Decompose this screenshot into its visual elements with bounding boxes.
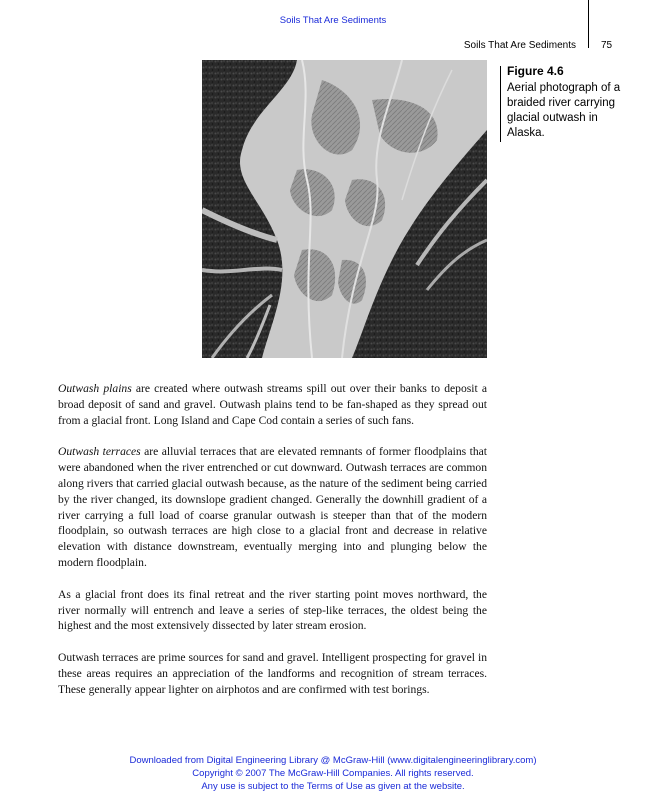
figure-label: Figure 4.6 [507,64,564,78]
running-head: Soils That Are Sediments [463,40,576,51]
body-text [58,381,487,698]
aerial-photo-braided-river [202,60,487,358]
footer-terms[interactable]: Any use is subject to the Terms of Use as given at the website. [201,781,465,792]
term-outwash-plains: Outwash plains [58,382,132,395]
paragraph-outwash-terraces: Outwash terraces are alluvial terraces that are elevated remnants of former floodplains that were abandoned when the river entrenched or cut downward. Outwash terraces are common along rivers that carried glacial outwash because, as the nature of the sediment being carried by the river changed, its downslope gradient changed. Generally the downhill gradient of a river carrying a full load of coarse granular outwash is steeper than that of the modern floodplain, so outwash terraces are high close to a glacial front and decrease in relative elevation with distance downstream, eventually merging into and plunging below the modern floodplain. [58,445,487,569]
term-outwash-terraces: Outwash terraces [58,445,141,459]
paragraph-glacial-retreat: As a glacial front does its final retreat and the river starting point moves northward, the river normally will entrench and leave a series of step-like terraces, the oldest being the highest and the most extensively dissected by later stream erosion. [58,587,487,633]
paragraph-gravel-sources: Outwash terraces are prime sources for sand and gravel. Intelligent prospecting for gravel in these areas requires an appreciation of the landforms and recognition of stream terraces. These generally appear lighter on airphotos and are confirmed with test borings. [58,651,487,696]
figure-caption: Aerial photograph of a braided river carrying glacial outwash in Alaska. [507,82,621,139]
page-number: 75 [601,40,613,51]
footer-copyright[interactable]: Copyright © 2007 The McGraw-Hill Companies. All rights reserved. [192,768,474,779]
header-divider [588,0,589,48]
caption-rule [500,66,501,142]
paragraph-outwash-plains: Outwash plains are created where outwash streams spill out over their banks to deposit a broad deposit of sand and gravel. Outwash plains tend to be fan-shaped as they spread out from a glacial front. Long Island and Cape Cod contain a series of such fans. [58,382,487,427]
footer [0,754,666,793]
footer-download-link[interactable]: Downloaded from Digital Engineering Library @ McGraw-Hill (www.digitalengineeringlibrary.com) [129,755,537,766]
top-link[interactable]: Soils That Are Sediments [279,15,387,26]
